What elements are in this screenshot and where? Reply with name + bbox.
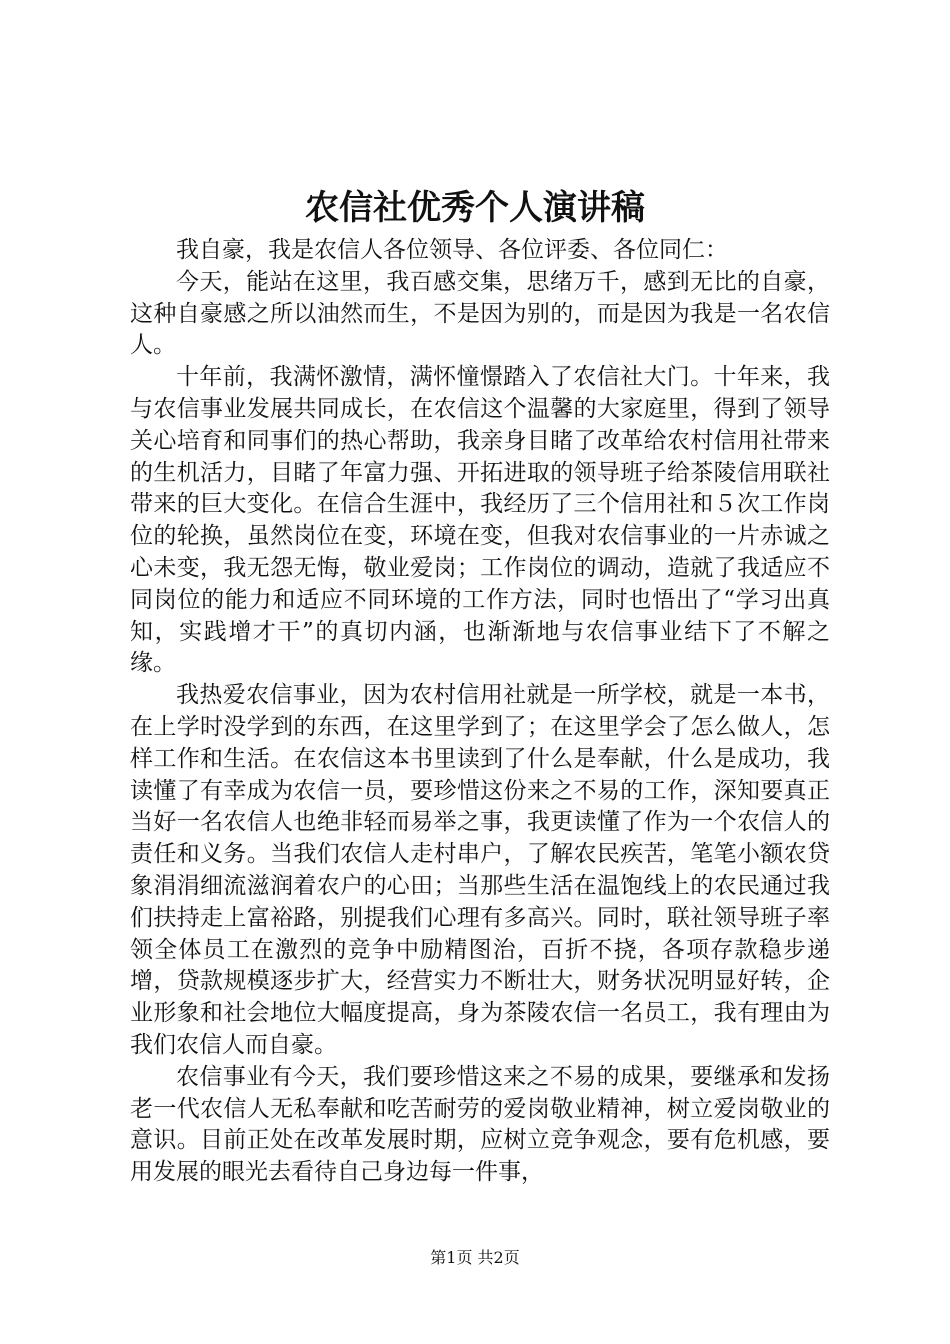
paragraph-2: 十年前，我满怀激情，满怀憧憬踏入了农信社大门。十年来，我与农信事业发展共同成长，在农信这个温馨的大家庭里，得到了领导关心培育和同事们的热心帮助，我亲身目睹了改革给农村信用社带来的生机活力，目睹了年富力强、开拓进取的领导班子给茶陵信用联社带来的巨大变化。在信合生涯中，我经历了三个信用社和５次工作岗位的轮换，虽然岗位在变，环境在变，但我对农信事业的一片赤诚之心未变，我无怨无悔，敬业爱岗；工作岗位的调动，造就了我适应不同岗位的能力和适应不同环境的工作方法，同时也悟出了“学习出真知，实践增才干”的真切内涵，也渐渐地与农信事业结下了不解之缘。 [130, 364, 830, 677]
paragraph-3: 我热爱农信事业，因为农村信用社就是一所学校，就是一本书，在上学时没学到的东西，在这里学到了；在这里学会了怎么做人，怎样工作和生活。在农信这本书里读到了什么是奉献，什么是成功，我读懂了有幸成为农信一员，要珍惜这份来之不易的工作，深知要真正当好一名农信人也绝非轻而易举之事，我更读懂了作为一个农信人的责任和义务。当我们农信人走村串户，了解农民疾苦，笔笔小额农贷象涓涓细流滋润着农户的心田；当那些生活在温饱线上的农民通过我们扶持走上富裕路，别提我们心理有多高兴。同时，联社领导班子率领全体员工在激烈的竞争中励精图治，百折不挠，各项存款稳步递增，贷款规模逐步扩大，经营实力不断壮大，财务状况明显好转，企业形象和社会地位大幅度提高，身为茶陵农信一名员工，我有理由为我们农信人而自豪。 [130, 682, 830, 1058]
paragraph-4: 农信事业有今天，我们要珍惜这来之不易的成果，要继承和发扬老一代农信人无私奉献和吃苦耐劳的爱岗敬业精神，树立爱岗敬业的意识。目前正处在改革发展时期，应树立竞争观念，要有危机感，要用发展的眼光去看待自己身边每一件事， [130, 1063, 830, 1186]
document-body [130, 235, 830, 1189]
page-footer: 第1页 共2页 [430, 1248, 520, 1267]
paragraph-1: 今天，能站在这里，我百感交集，思绪万千，感到无比的自豪，这种自豪感之所以油然而生，不是因为别的，而是因为我是一名农信人。 [130, 268, 830, 359]
paragraph-salutation: 我自豪，我是农信人各位领导、各位评委、各位同仁： [176, 237, 728, 263]
document-title: 农信社优秀个人演讲稿 [305, 188, 645, 228]
